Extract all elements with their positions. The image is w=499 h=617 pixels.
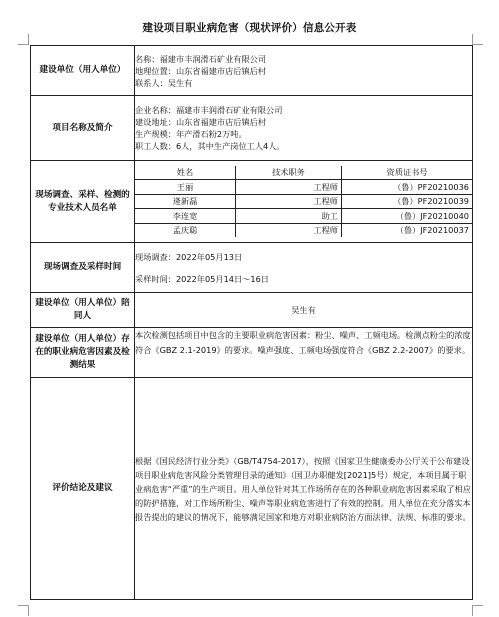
staff-cert[interactable]: （鲁）JF20210037 bbox=[395, 225, 469, 235]
table-row bbox=[135, 209, 472, 224]
project-address: 建设地址：山东省福建市店后镇后村 bbox=[135, 117, 267, 127]
row-hazards bbox=[31, 328, 473, 378]
staff-label: 现场调查、采样、检测的专业技术人员名单 bbox=[31, 161, 135, 243]
accompany-label: 建设单位（用人单位）陪同人 bbox=[31, 293, 135, 328]
page-corner-mark bbox=[472, 34, 483, 45]
conclusion-label: 评价结论及建议 bbox=[31, 378, 135, 600]
project-scale: 生产规模：年产滑石粉2万吨。 bbox=[135, 129, 247, 139]
row-employer bbox=[31, 46, 473, 96]
survey-time-content[interactable] bbox=[135, 243, 473, 293]
conclusion-text[interactable]: 根据《国民经济行业分类》（GB/T4754-2017），按照《国家卫生健康委办公厅关于公布建设项目职业病危害风险分类管理目录的通知》（国卫办职健发[2021]5号）规定，本项目属于职业病危害“严重”的生产项目。用人单位针对其工作场所存在的各种职业病危害因素采取了相应的防护措施，对工作场所粉尘、噪声等职业病危害进行了有效的控制。用人单位在充分落实本报告提出的建议的情况下，能够满足国家和地方对职业病防治方面法律、法规、标准的要求。 bbox=[135, 378, 473, 600]
staff-header-title: 技术职务 bbox=[236, 166, 342, 180]
table-row bbox=[135, 180, 472, 195]
staff-name[interactable]: 孟庆聪 bbox=[135, 223, 236, 237]
project-company: 企业名称：福建市丰润滑石矿业有限公司 bbox=[135, 105, 283, 115]
page-corner-mark bbox=[472, 605, 483, 616]
employer-content[interactable] bbox=[135, 46, 473, 96]
row-conclusion bbox=[31, 378, 473, 600]
project-staff-count: 职工人数：6人，其中生产岗位工人4人。 bbox=[135, 141, 285, 151]
row-staff bbox=[31, 161, 473, 243]
project-label: 项目名称及简介 bbox=[31, 96, 135, 161]
staff-header-cert: 资质证书号 bbox=[342, 166, 473, 180]
hazards-text[interactable]: 本次检测包括项目中包含的主要职业病危害因素：粉尘、噪声、工频电场。检测点粉尘的浓度符合《GBZ 2.1-2019》的要求。噪声强度、工频电场强度符合《GBZ 2.2-2007》的要求。 bbox=[135, 328, 473, 378]
staff-cert[interactable]: （鲁）PF20210036 bbox=[342, 180, 473, 195]
page-title: 建设项目职业病危害（现状评价）信息公开表 bbox=[142, 22, 357, 34]
staff-content bbox=[135, 161, 473, 243]
hazards-label: 建设单位（用人单位）存在的职业病危害因素及检测结果 bbox=[31, 328, 135, 378]
employer-contact: 联系人：吴生有 bbox=[135, 77, 193, 88]
staff-title[interactable]: 工程师 bbox=[236, 223, 342, 237]
staff-name[interactable]: 李连宽 bbox=[135, 209, 236, 224]
employer-label: 建设单位（用人单位） bbox=[31, 46, 135, 96]
row-accompany bbox=[31, 293, 473, 328]
staff-header-name: 姓名 bbox=[135, 166, 236, 180]
row-survey-time bbox=[31, 243, 473, 293]
info-table bbox=[30, 45, 473, 600]
staff-title[interactable]: 助工 bbox=[236, 209, 342, 224]
staff-table bbox=[135, 166, 472, 238]
survey-time-label: 现场调查及采样时间 bbox=[31, 243, 135, 293]
staff-title[interactable]: 工程师 bbox=[236, 180, 342, 195]
table-row bbox=[135, 223, 472, 237]
row-project bbox=[31, 96, 473, 161]
employer-name: 名称：福建市丰润滑石矿业有限公司 bbox=[135, 53, 267, 64]
sampling-date: 采样时间：2022年05月14日～16日 bbox=[135, 273, 269, 284]
page-corner-mark bbox=[18, 605, 29, 616]
staff-header-row bbox=[135, 166, 472, 180]
staff-name[interactable]: 逄新磊 bbox=[135, 194, 236, 209]
staff-title[interactable]: 工程师 bbox=[236, 194, 342, 209]
staff-name[interactable]: 王丽 bbox=[135, 180, 236, 195]
accompany-value[interactable]: 吴生有 bbox=[135, 293, 473, 328]
employer-location: 地理位置：山东省福建市店后镇后村 bbox=[135, 65, 267, 76]
project-content[interactable] bbox=[135, 96, 473, 161]
staff-cert[interactable]: （鲁）PF20210039 bbox=[342, 194, 473, 209]
table-row bbox=[135, 194, 472, 209]
staff-cert[interactable]: （鲁）JF20210040 bbox=[342, 209, 473, 224]
survey-date: 现场调查：2022年05月13日 bbox=[135, 251, 243, 262]
page-corner-mark bbox=[18, 34, 29, 45]
